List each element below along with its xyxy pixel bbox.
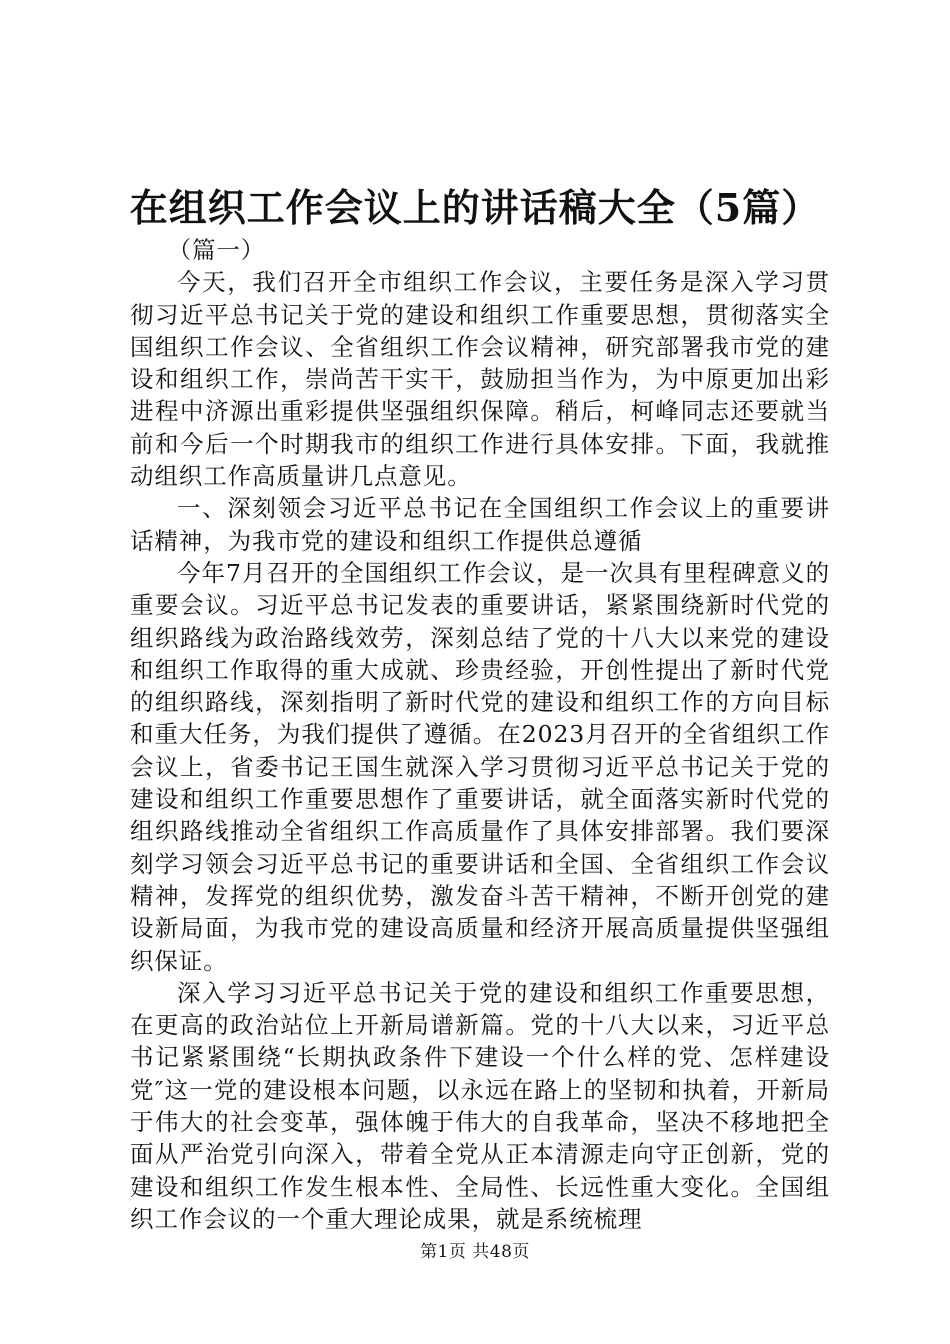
- section-heading: 一、深刻领会习近平总书记在全国组织工作会议上的重要讲话精神，为我市党的建设和组织工作提供总遵循: [130, 494, 830, 555]
- section-label: （篇一）: [167, 236, 266, 264]
- document-title: 在组织工作会议上的讲话稿大全（5篇）: [129, 185, 821, 230]
- document-body: [130, 234, 830, 1235]
- page-footer: 第1页 共48页: [420, 1242, 530, 1262]
- paragraph: 今天，我们召开全市组织工作会议，主要任务是深入学习贯彻习近平总书记关于党的建设和组织工作重要思想，贯彻落实全国组织工作会议、全省组织工作会议精神，研究部署我市党的建设和组织工作，崇尚苦干实干，鼓励担当作为，为中原更加出彩进程中济源出重彩提供坚强组织保障。稍后，柯峰同志还要就当前和今后一个时期我市的组织工作进行具体安排。下面，我就推动组织工作高质量讲几点意见。: [130, 268, 830, 491]
- paragraph: 今年7月召开的全国组织工作会议，是一次具有里程碑意义的重要会议。习近平总书记发表的重要讲话，紧紧围绕新时代党的组织路线为政治路线效劳，深刻总结了党的十八大以来党的建设和组织工作取得的重大成就、珍贵经验，开创性提出了新时代党的组织路线，深刻指明了新时代党的建设和组织工作的方向目标和重大任务，为我们提供了遵循。在2023月召开的全省组织工作会议上，省委书记王国生就深入学习贯彻习近平总书记关于党的建设和组织工作重要思想作了重要讲话，就全面落实新时代党的组织路线推动全省组织工作高质量作了具体安排部署。我们要深刻学习领会习近平总书记的重要讲话和全国、全省组织工作会议精神，发挥党的组织优势，激发奋斗苦干精神，不断开创党的建设新局面，为我市党的建设高质量和经济开展高质量提供坚强组织保证。: [130, 558, 830, 975]
- paragraph: 深入学习习近平总书记关于党的建设和组织工作重要思想，在更高的政治站位上开新局谱新篇。党的十八大以来，习近平总书记紧紧围绕“长期执政条件下建设一个什么样的党、怎样建设党″这一党的建设根本问题，以永远在路上的坚韧和执着，开新局于伟大的社会变革，强体魄于伟大的自我革命，坚决不移地把全面从严治党引向深入，带着全党从正本清源走向守正创新，党的建设和组织工作发生根本性、全局性、长远性重大变化。全国组织工作会议的一个重大理论成果，就是系统梳理: [130, 978, 830, 1233]
